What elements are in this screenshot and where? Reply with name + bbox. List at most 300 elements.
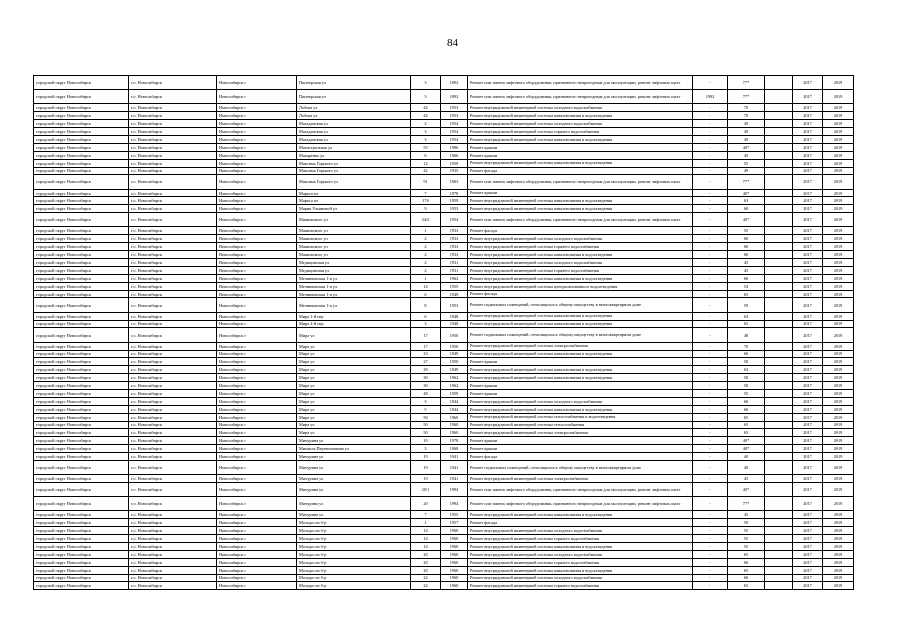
house-cell: 6 [411,290,441,298]
empty-cell [765,251,793,259]
wear-cell: 50 [728,374,765,382]
work-type-cell: Ремонт внутридомовой инженерной системы канализования и водоотведения [468,197,693,205]
wear-cell: 50 [728,358,765,366]
work-type-cell: Ремонт внутридомовой инженерной системы холодного водоснабжения [468,235,693,243]
table-row [34,259,854,267]
commissioning-year-cell: - [693,511,728,519]
district-cell: городской округ Новосибирск [34,527,129,535]
year-cell: 1959 [441,197,468,205]
city-cell: г.о. Новосибирск [129,266,217,274]
district-cell: городской округ Новосибирск [34,558,129,566]
house-cell: 29 [411,366,441,374]
empty-cell [765,342,793,350]
wear-cell: 40* [728,445,765,453]
work-type-cell: Ремонт фасада [468,453,693,461]
work-type-cell: Ремонт внутридомовой инженерной системы канализования и водоотведения [468,251,693,259]
empty-cell [765,298,793,312]
house-cell: 6 [411,312,441,320]
year-cell: 1955 [441,282,468,290]
commissioning-year-cell: - [693,312,728,320]
city-cell: г.о. Новосибирск [129,574,217,582]
street-cell: Маяковского ул [297,213,411,227]
table-row [34,312,854,320]
year-cell: 1966 [441,151,468,159]
district-cell: городской округ Новосибирск [34,120,129,128]
street-cell: Мира 1-й пер [297,312,411,320]
work-type-cell: Ремонт подвальных помещений, относящихся к общему имуществу в многоквартирном доме [468,298,693,312]
street-cell: Молодости б-р [297,550,411,558]
year-cell: 1950 [441,328,468,342]
empty-cell [765,574,793,582]
table-row [34,320,854,328]
district-cell: городской округ Новосибирск [34,243,129,251]
locality-cell: Новосибирск г [217,213,297,227]
locality-cell: Новосибирск г [217,389,297,397]
empty-cell [765,320,793,328]
district-cell: городской округ Новосибирск [34,405,129,413]
table-row [34,298,854,312]
locality-cell: Новосибирск г [217,342,297,350]
end-year-cell: 2019 [823,189,854,197]
end-year-cell: 2019 [823,90,854,104]
year-cell: 1941 [441,460,468,474]
wear-cell: 40 [728,453,765,461]
end-year-cell: 2019 [823,175,854,189]
district-cell: городской округ Новосибирск [34,475,129,483]
district-cell: городской округ Новосибирск [34,445,129,453]
empty-cell [765,151,793,159]
end-year-cell: 2019 [823,320,854,328]
work-type-cell: Ремонт фасада [468,519,693,527]
city-cell: г.о. Новосибирск [129,437,217,445]
street-cell: Максима Горького ул [297,159,411,167]
city-cell: г.о. Новосибирск [129,475,217,483]
year-cell: 1892 [441,76,468,90]
empty-cell [765,128,793,136]
table-row [34,143,854,151]
city-cell: г.о. Новосибирск [129,397,217,405]
commissioning-year-cell: - [693,527,728,535]
wear-cell: 65 [728,429,765,437]
table-row [34,550,854,558]
year-cell: 1960 [441,413,468,421]
district-cell: городской округ Новосибирск [34,366,129,374]
year-cell: 1960 [441,527,468,535]
year-cell: 1931 [441,266,468,274]
work-type-cell: Ремонт внутридомовой инженерной системы канализования и водоотведения [468,366,693,374]
end-year-cell: 2019 [823,445,854,453]
city-cell: г.о. Новосибирск [129,328,217,342]
city-cell: г.о. Новосибирск [129,453,217,461]
year-cell: 1954 [441,213,468,227]
street-cell: Мичурина ул [297,475,411,483]
commissioning-year-cell: - [693,550,728,558]
table-row [34,128,854,136]
locality-cell: Новосибирск г [217,397,297,405]
year-cell: 1960 [441,542,468,550]
wear-cell: 77* [728,175,765,189]
wear-cell: 80 [728,251,765,259]
start-year-cell: 2017 [793,497,823,511]
locality-cell: Новосибирск г [217,290,297,298]
empty-cell [765,437,793,445]
table-row [34,497,854,511]
table-row [34,421,854,429]
start-year-cell: 2017 [793,282,823,290]
house-cell: 10 [411,437,441,445]
commissioning-year-cell: - [693,104,728,112]
end-year-cell: 2019 [823,389,854,397]
year-cell: 1960 [441,535,468,543]
city-cell: г.о. Новосибирск [129,205,217,213]
city-cell: г.о. Новосибирск [129,535,217,543]
street-cell: Маркса пл [297,189,411,197]
commissioning-year-cell: - [693,389,728,397]
street-cell: Пионерская ул [297,76,411,90]
table-row [34,511,854,519]
end-year-cell: 2019 [823,497,854,511]
table-row [34,527,854,535]
city-cell: г.о. Новосибирск [129,374,217,382]
house-cell: 14 [411,527,441,535]
wear-cell: 45 [728,511,765,519]
start-year-cell: 2017 [793,519,823,527]
city-cell: г.о. Новосибирск [129,151,217,159]
locality-cell: Новосибирск г [217,159,297,167]
district-cell: городской округ Новосибирск [34,266,129,274]
start-year-cell: 2017 [793,159,823,167]
locality-cell: Новосибирск г [217,497,297,511]
house-cell: 3 [411,135,441,143]
empty-cell [765,259,793,267]
house-cell: 23 [411,350,441,358]
district-cell: городской округ Новосибирск [34,227,129,235]
house-cell: 3 [411,320,441,328]
house-cell: 14 [411,282,441,290]
locality-cell: Новосибирск г [217,535,297,543]
wear-cell: 45 [728,475,765,483]
city-cell: г.о. Новосибирск [129,382,217,390]
end-year-cell: 2019 [823,574,854,582]
street-cell: Мира ул [297,421,411,429]
end-year-cell: 2019 [823,366,854,374]
district-cell: городской округ Новосибирск [34,511,129,519]
district-cell: городской округ Новосибирск [34,189,129,197]
empty-cell [765,558,793,566]
work-type-cell: Ремонт внутридомовой инженерной системы канализования и водоотведения [468,405,693,413]
house-cell: 176 [411,197,441,205]
end-year-cell: 2019 [823,159,854,167]
start-year-cell: 2017 [793,135,823,143]
street-cell: Мечниковская 1-я ул [297,274,411,282]
house-cell: 7 [411,511,441,519]
district-cell: городской округ Новосибирск [34,413,129,421]
commissioning-year-cell: - [693,542,728,550]
wear-cell: 48 [728,328,765,342]
empty-cell [765,328,793,342]
start-year-cell: 2017 [793,558,823,566]
table-row [34,397,854,405]
table-row [34,197,854,205]
work-type-cell: Ремонт внутридомовой инженерной системы канализования и водоотведения [468,112,693,120]
work-type-cell: Ремонт внутридомовой инженерной системы теплоснабжения [468,421,693,429]
house-cell: 1 [411,519,441,527]
street-cell: Мира ул [297,429,411,437]
house-cell: 1 [411,227,441,235]
year-cell: 1931 [441,259,468,267]
district-cell: городской округ Новосибирск [34,76,129,90]
commissioning-year-cell: - [693,566,728,574]
district-cell: городской округ Новосибирск [34,582,129,590]
city-cell: г.о. Новосибирск [129,558,217,566]
table-row [34,175,854,189]
street-cell: Мичурина ул [297,453,411,461]
start-year-cell: 2017 [793,104,823,112]
start-year-cell: 2017 [793,298,823,312]
locality-cell: Новосибирск г [217,135,297,143]
end-year-cell: 2019 [823,120,854,128]
work-type-cell: Ремонт или замена лифтового оборудования, признанного непригодным для эксплуатации, ремонт лифтовых шахт [468,76,693,90]
end-year-cell: 2019 [823,382,854,390]
locality-cell: Новосибирск г [217,205,297,213]
table-row [34,483,854,497]
end-year-cell: 2019 [823,429,854,437]
house-cell: 2 [411,235,441,243]
empty-cell [765,104,793,112]
year-cell: 1962 [441,374,468,382]
work-type-cell: Ремонт фасада [468,290,693,298]
street-cell: Молодости б-р [297,519,411,527]
commissioning-year-cell: - [693,235,728,243]
house-cell: 9 [411,205,441,213]
street-cell: Мира ул [297,350,411,358]
street-cell: Мичурина ул [297,437,411,445]
locality-cell: Новосибирск г [217,582,297,590]
street-cell: Макаренко ул [297,151,411,159]
street-cell: Мира ул [297,374,411,382]
work-type-cell: Ремонт внутридомовой инженерной системы холодного водоснабжения [468,120,693,128]
city-cell: г.о. Новосибирск [129,167,217,175]
street-cell: Мира ул [297,413,411,421]
end-year-cell: 2019 [823,342,854,350]
street-cell: Мария Ульяновой ул [297,205,411,213]
city-cell: г.о. Новосибирск [129,227,217,235]
table-row [34,104,854,112]
street-cell: Магистральная ул [297,143,411,151]
commissioning-year-cell: - [693,128,728,136]
empty-cell [765,497,793,511]
locality-cell: Новосибирск г [217,429,297,437]
empty-cell [765,274,793,282]
end-year-cell: 2019 [823,527,854,535]
wear-cell: 59 [728,298,765,312]
end-year-cell: 2019 [823,558,854,566]
house-cell: 17 [411,342,441,350]
street-cell: Мечниковская 1-я ул [297,290,411,298]
district-cell: городской округ Новосибирск [34,213,129,227]
district-cell: городской округ Новосибирск [34,519,129,527]
locality-cell: Новосибирск г [217,235,297,243]
house-cell: 3 [411,90,441,104]
year-cell: 1941 [441,453,468,461]
empty-cell [765,413,793,421]
locality-cell: Новосибирск г [217,511,297,519]
wear-cell: 40* [728,213,765,227]
locality-cell: Новосибирск г [217,282,297,290]
district-cell: городской округ Новосибирск [34,151,129,159]
end-year-cell: 2019 [823,535,854,543]
end-year-cell: 2019 [823,550,854,558]
year-cell: 1960 [441,566,468,574]
city-cell: г.о. Новосибирск [129,90,217,104]
city-cell: г.о. Новосибирск [129,566,217,574]
end-year-cell: 2019 [823,328,854,342]
empty-cell [765,582,793,590]
commissioning-year-cell: - [693,429,728,437]
year-cell: 1962 [441,382,468,390]
district-cell: городской округ Новосибирск [34,342,129,350]
wear-cell: 49 [728,135,765,143]
end-year-cell: 2019 [823,437,854,445]
end-year-cell: 2019 [823,358,854,366]
commissioning-year-cell: - [693,328,728,342]
house-cell: 20 [411,550,441,558]
end-year-cell: 2019 [823,197,854,205]
start-year-cell: 2017 [793,413,823,421]
table-row [34,475,854,483]
city-cell: г.о. Новосибирск [129,159,217,167]
start-year-cell: 2017 [793,167,823,175]
city-cell: г.о. Новосибирск [129,366,217,374]
commissioning-year-cell: - [693,445,728,453]
table-row [34,159,854,167]
street-cell: Молодости б-р [297,535,411,543]
city-cell: г.о. Новосибирск [129,243,217,251]
start-year-cell: 2017 [793,112,823,120]
locality-cell: Новосибирск г [217,437,297,445]
end-year-cell: 2019 [823,251,854,259]
city-cell: г.о. Новосибирск [129,519,217,527]
table-row [34,290,854,298]
year-cell: 1978 [441,189,468,197]
start-year-cell: 2017 [793,320,823,328]
start-year-cell: 2017 [793,266,823,274]
commissioning-year-cell: - [693,574,728,582]
district-cell: городской округ Новосибирск [34,235,129,243]
wear-cell: 65 [728,413,765,421]
year-cell: 1960 [441,421,468,429]
locality-cell: Новосибирск г [217,320,297,328]
end-year-cell: 2019 [823,413,854,421]
page-number: 84 [447,37,458,49]
wear-cell: 77* [728,497,765,511]
district-cell: городской округ Новосибирск [34,574,129,582]
empty-cell [765,227,793,235]
wear-cell: 63 [728,312,765,320]
district-cell: городской округ Новосибирск [34,429,129,437]
house-cell: 42 [411,167,441,175]
work-type-cell: Ремонт внутридомовой инженерной системы канализования и водоотведения [468,320,693,328]
table-row [34,542,854,550]
end-year-cell: 2019 [823,76,854,90]
work-type-cell: Ремонт внутридомовой инженерной системы канализования и водоотведения [468,312,693,320]
start-year-cell: 2017 [793,460,823,474]
locality-cell: Новосибирск г [217,128,297,136]
empty-cell [765,76,793,90]
district-cell: городской округ Новосибирск [34,259,129,267]
table-row [34,535,854,543]
work-type-cell: Ремонт внутридомовой инженерной системы централизованного водоотведения [468,282,693,290]
locality-cell: Новосибирск г [217,550,297,558]
start-year-cell: 2017 [793,151,823,159]
city-cell: г.о. Новосибирск [129,389,217,397]
locality-cell: Новосибирск г [217,266,297,274]
district-cell: городской округ Новосибирск [34,550,129,558]
work-type-cell: Ремонт внутридомовой инженерной системы холодного водоснабжения [468,104,693,112]
city-cell: г.о. Новосибирск [129,135,217,143]
city-cell: г.о. Новосибирск [129,527,217,535]
end-year-cell: 2019 [823,374,854,382]
start-year-cell: 2017 [793,374,823,382]
end-year-cell: 2019 [823,582,854,590]
empty-cell [765,243,793,251]
city-cell: г.о. Новосибирск [129,342,217,350]
work-type-cell: Ремонт или замена лифтового оборудования, признанного непригодным для эксплуатации, ремонт лифтовых шахт [468,175,693,189]
empty-cell [765,453,793,461]
commissioning-year-cell: - [693,175,728,189]
locality-cell: Новосибирск г [217,251,297,259]
street-cell: Мира ул [297,382,411,390]
year-cell: 1960 [441,550,468,558]
empty-cell [765,542,793,550]
empty-cell [765,397,793,405]
locality-cell: Новосибирск г [217,475,297,483]
locality-cell: Новосибирск г [217,298,297,312]
capital-repair-table [33,75,854,590]
year-cell: 1954 [441,120,468,128]
wear-cell: 60 [728,205,765,213]
city-cell: г.о. Новосибирск [129,497,217,511]
year-cell: 1968 [441,445,468,453]
year-cell: 1963 [441,175,468,189]
year-cell: 1935 [441,167,468,175]
work-type-cell: Ремонт внутридомовой инженерной системы холодного водоснабжения [468,397,693,405]
commissioning-year-cell: - [693,582,728,590]
wear-cell: 60 [728,397,765,405]
house-cell: 6 [411,151,441,159]
table-row [34,405,854,413]
year-cell: 1949 [441,366,468,374]
table-row [34,151,854,159]
locality-cell: Новосибирск г [217,328,297,342]
end-year-cell: 2019 [823,259,854,267]
commissioning-year-cell: - [693,213,728,227]
year-cell: 1962 [441,274,468,282]
house-cell: 22 [411,574,441,582]
house-cell: 50 [411,413,441,421]
end-year-cell: 2019 [823,151,854,159]
table-row [34,350,854,358]
work-type-cell: Ремонт фасада [468,227,693,235]
locality-cell: Новосибирск г [217,358,297,366]
table-row [34,366,854,374]
wear-cell: 60 [728,274,765,282]
commissioning-year-cell: - [693,120,728,128]
wear-cell: 65 [728,290,765,298]
end-year-cell: 2019 [823,112,854,120]
locality-cell: Новосибирск г [217,350,297,358]
start-year-cell: 2017 [793,366,823,374]
